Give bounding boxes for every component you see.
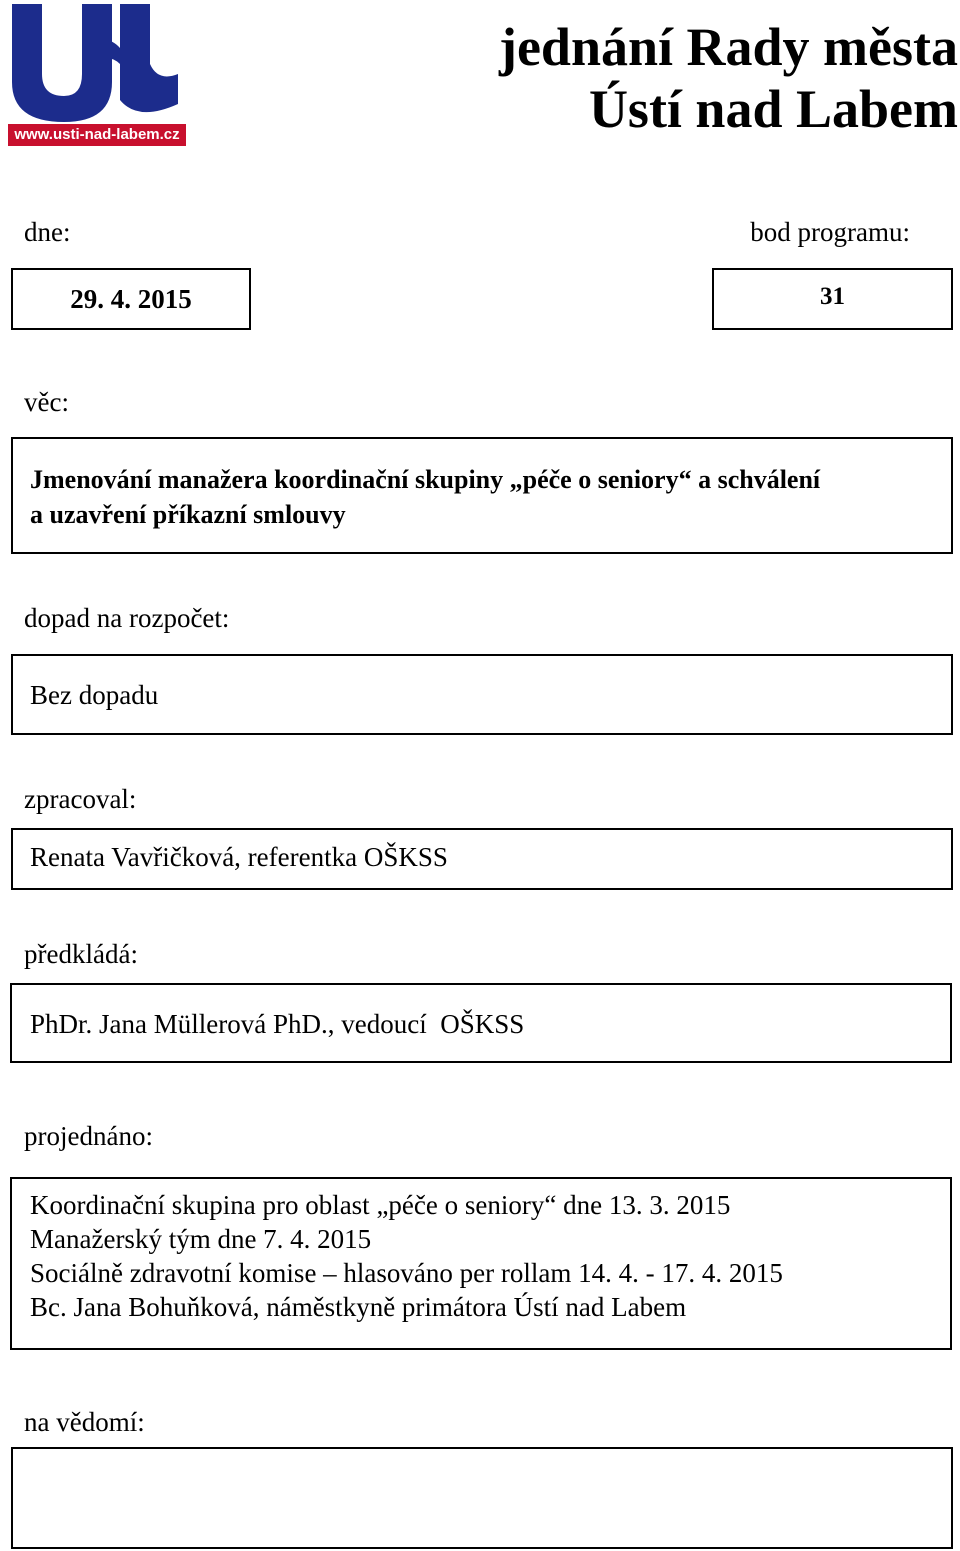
discussed-line-4: Bc. Jana Bohuňková, náměstkyně primátora Ústí nad Labem <box>30 1292 687 1322</box>
discussed-line-2: Manažerský tým dne 7. 4. 2015 <box>30 1224 372 1254</box>
budget-impact-value: Bez dopadu <box>30 680 159 710</box>
city-logo <box>8 4 186 146</box>
agenda-item-label: bod programu: <box>750 217 910 247</box>
submitted-by-box <box>10 983 952 1063</box>
subject-box <box>11 437 953 554</box>
prepared-by-value: Renata Vavřičková, referentka OŠKSS <box>30 842 448 872</box>
for-information-label: na vědomí: <box>24 1407 145 1437</box>
for-information-box <box>11 1447 953 1549</box>
logo-url: www.usti-nad-labem.cz <box>8 124 186 146</box>
subject-line-1: Jmenování manažera koordinační skupiny „péče o seniory“ a schválení <box>30 465 821 494</box>
page-title-line1: jednání Rady města <box>498 17 958 77</box>
budget-impact-box <box>11 654 953 735</box>
date-value: 29. 4. 2015 <box>70 284 192 314</box>
discussed-line-3: Sociálně zdravotní komise – hlasováno per rollam 14. 4. - 17. 4. 2015 <box>30 1258 783 1288</box>
page-title-line2: Ústí nad Labem <box>588 79 958 139</box>
date-label: dne: <box>24 217 71 247</box>
agenda-item-box <box>712 268 953 330</box>
discussed-box <box>10 1177 952 1350</box>
subject-line-2: a uzavření příkazní smlouvy <box>30 500 346 529</box>
discussed-label: projednáno: <box>24 1121 153 1151</box>
date-box <box>11 268 251 330</box>
budget-impact-label: dopad na rozpočet: <box>24 603 230 633</box>
agenda-item-value: 31 <box>820 283 845 310</box>
submitted-by-label: předkládá: <box>24 939 138 969</box>
prepared-by-box <box>11 828 953 890</box>
city-logo-mark <box>8 4 186 124</box>
prepared-by-label: zpracoval: <box>24 784 137 814</box>
discussed-line-1: Koordinační skupina pro oblast „péče o seniory“ dne 13. 3. 2015 <box>30 1190 731 1220</box>
subject-label: věc: <box>24 387 69 417</box>
submitted-by-value: PhDr. Jana Müllerová PhD., vedoucí OŠKSS <box>30 1009 525 1039</box>
